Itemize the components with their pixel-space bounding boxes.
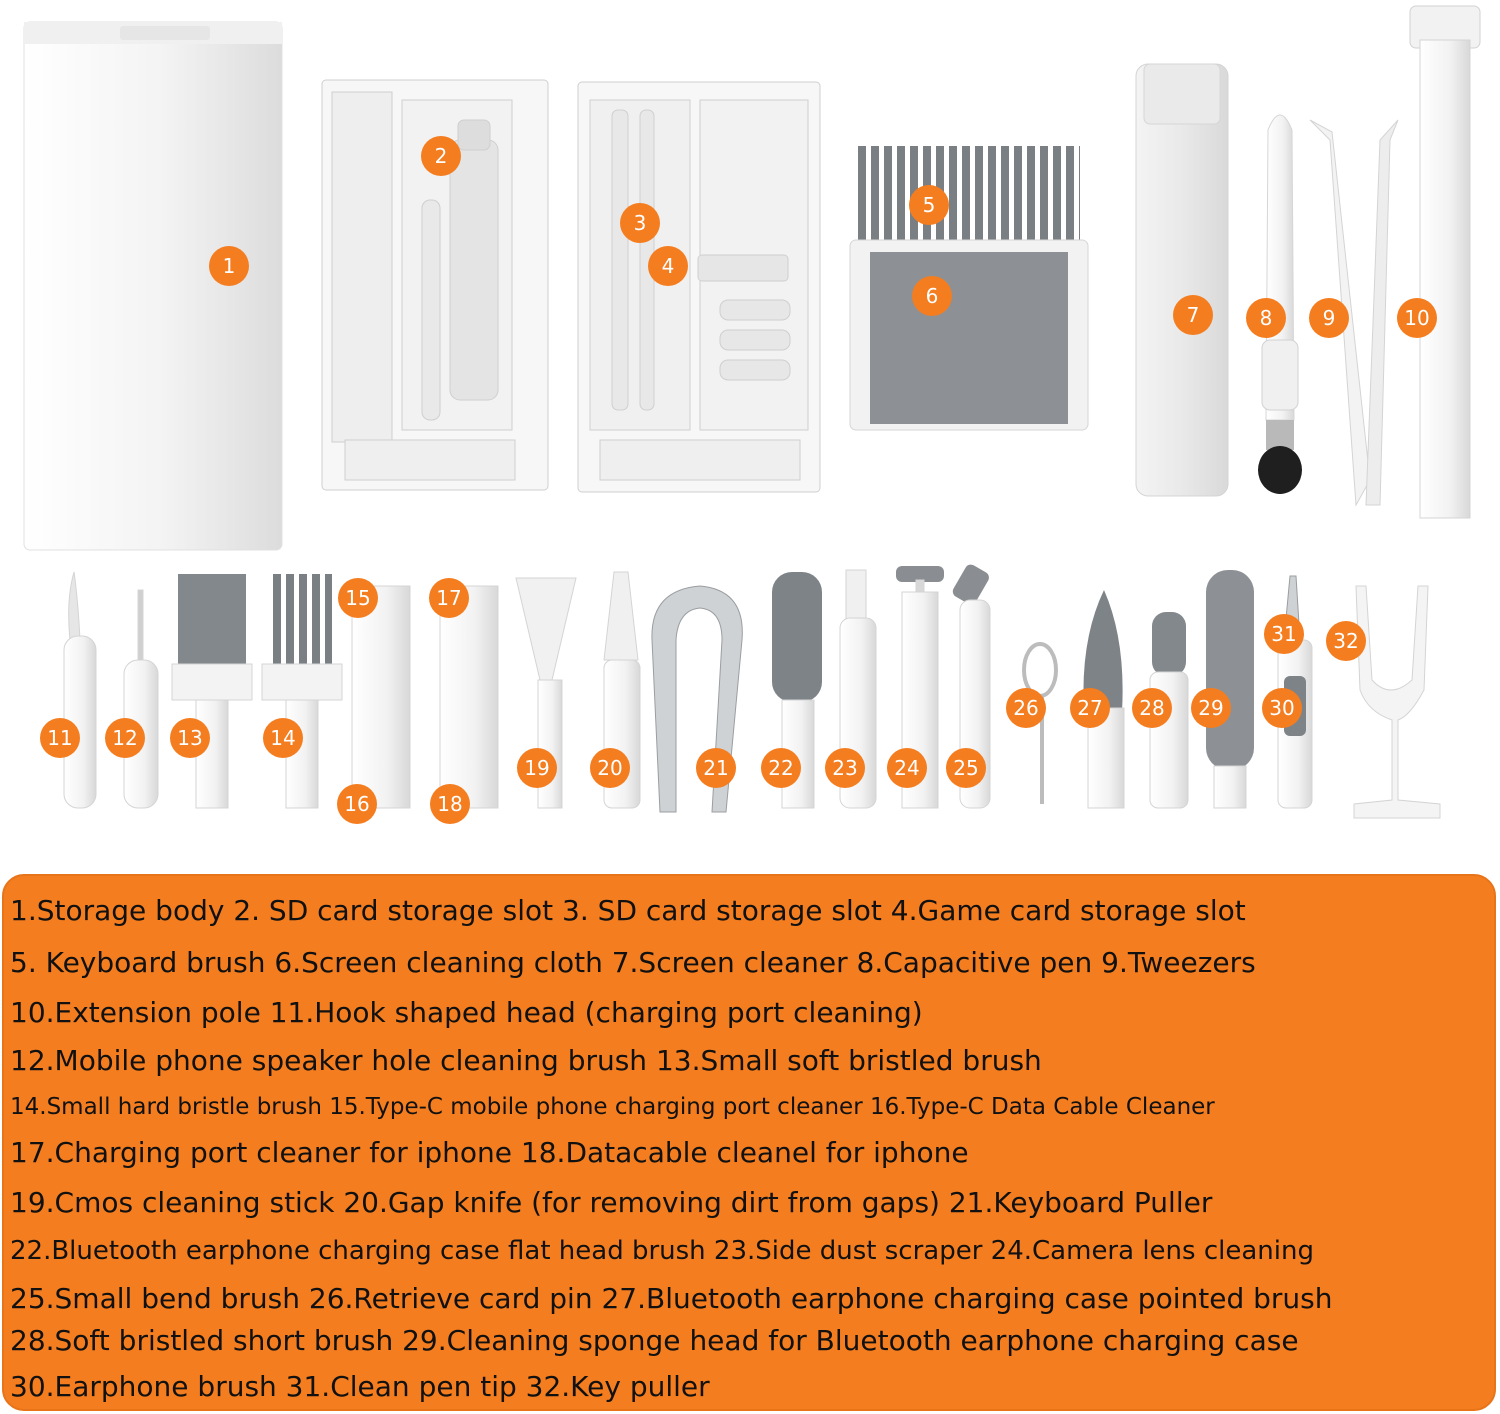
badge-3 xyxy=(620,203,660,243)
svg-text:3: 3 xyxy=(633,211,647,235)
legend-line: 1.Storage body 2. SD card storage slot 3. SD card storage slot 4.Game card storage slot xyxy=(10,894,1246,927)
badge-17 xyxy=(429,578,469,618)
svg-text:15: 15 xyxy=(345,586,371,610)
badge-28 xyxy=(1132,688,1172,728)
legend-line: 14.Small hard bristle brush 15.Type-C mobile phone charging port cleaner 16.Type-C Data Cable Cleaner xyxy=(10,1094,1215,1120)
badge-30 xyxy=(1262,688,1302,728)
svg-text:8: 8 xyxy=(1259,306,1273,330)
legend-line: 12.Mobile phone speaker hole cleaning brush 13.Small soft bristled brush xyxy=(10,1044,1042,1077)
svg-text:5: 5 xyxy=(922,193,936,217)
svg-text:21: 21 xyxy=(703,756,729,780)
svg-text:1: 1 xyxy=(222,254,236,278)
svg-text:23: 23 xyxy=(832,756,858,780)
svg-text:19: 19 xyxy=(524,756,550,780)
svg-text:14: 14 xyxy=(270,726,296,750)
open-case-right xyxy=(578,82,820,492)
badge-10 xyxy=(1397,298,1437,338)
svg-text:29: 29 xyxy=(1198,696,1224,720)
badge-16 xyxy=(337,784,377,824)
screen-cleaner-bottle xyxy=(1136,64,1228,496)
svg-text:11: 11 xyxy=(47,726,73,750)
svg-text:7: 7 xyxy=(1186,303,1200,327)
svg-text:24: 24 xyxy=(894,756,920,780)
svg-text:18: 18 xyxy=(437,792,463,816)
svg-text:10: 10 xyxy=(1404,306,1430,330)
legend-line: 25.Small bend brush 26.Retrieve card pin 27.Bluetooth earphone charging case pointed brush xyxy=(10,1282,1333,1315)
badge-21 xyxy=(696,748,736,788)
svg-text:17: 17 xyxy=(436,586,462,610)
badge-26 xyxy=(1006,688,1046,728)
badge-9 xyxy=(1309,298,1349,338)
extension-pole xyxy=(1410,6,1480,518)
small-tools-row xyxy=(64,562,1440,818)
badge-32 xyxy=(1326,621,1366,661)
svg-text:12: 12 xyxy=(112,726,138,750)
badge-15 xyxy=(338,578,378,618)
storage-body xyxy=(24,22,282,550)
badge-18 xyxy=(430,784,470,824)
svg-text:28: 28 xyxy=(1139,696,1165,720)
svg-text:20: 20 xyxy=(597,756,623,780)
svg-text:26: 26 xyxy=(1013,696,1039,720)
badge-2 xyxy=(421,136,461,176)
svg-text:16: 16 xyxy=(344,792,370,816)
legend-line: 19.Cmos cleaning stick 20.Gap knife (for removing dirt from gaps) 21.Keyboard Puller xyxy=(10,1186,1213,1219)
badge-5 xyxy=(909,185,949,225)
badge-4 xyxy=(648,246,688,286)
badge-27 xyxy=(1070,688,1110,728)
keyboard-brush xyxy=(850,146,1088,430)
svg-text:27: 27 xyxy=(1077,696,1103,720)
svg-text:25: 25 xyxy=(953,756,979,780)
badge-13 xyxy=(170,718,210,758)
legend-line: 17.Charging port cleaner for iphone 18.Datacable cleanel for iphone xyxy=(10,1136,969,1169)
svg-text:13: 13 xyxy=(177,726,203,750)
badge-20 xyxy=(590,748,630,788)
badge-22 xyxy=(761,748,801,788)
badge-24 xyxy=(887,748,927,788)
svg-text:9: 9 xyxy=(1322,306,1336,330)
badge-14 xyxy=(263,718,303,758)
badge-25 xyxy=(946,748,986,788)
svg-text:4: 4 xyxy=(661,254,675,278)
badge-6 xyxy=(912,276,952,316)
badge-31 xyxy=(1264,614,1304,654)
svg-text:22: 22 xyxy=(768,756,794,780)
badge-7 xyxy=(1173,295,1213,335)
svg-text:2: 2 xyxy=(434,144,448,168)
badge-12 xyxy=(105,718,145,758)
legend-line: 22.Bluetooth earphone charging case flat head brush 23.Side dust scraper 24.Camera lens cleaning xyxy=(10,1236,1314,1266)
legend-line: 5. Keyboard brush 6.Screen cleaning cloth 7.Screen cleaner 8.Capacitive pen 9.Tweezers xyxy=(10,946,1256,979)
svg-text:31: 31 xyxy=(1271,622,1297,646)
svg-text:6: 6 xyxy=(925,284,939,308)
legend-line: 10.Extension pole 11.Hook shaped head (charging port cleaning) xyxy=(10,996,923,1029)
legend-line: 30.Earphone brush 31.Clean pen tip 32.Key puller xyxy=(10,1370,710,1403)
svg-text:30: 30 xyxy=(1269,696,1295,720)
badge-19 xyxy=(517,748,557,788)
badge-8 xyxy=(1246,298,1286,338)
legend-line: 28.Soft bristled short brush 29.Cleaning sponge head for Bluetooth earphone charging case xyxy=(10,1324,1299,1357)
svg-text:32: 32 xyxy=(1333,629,1359,653)
badge-11 xyxy=(40,718,80,758)
badge-23 xyxy=(825,748,865,788)
badge-29 xyxy=(1191,688,1231,728)
badge-1 xyxy=(209,246,249,286)
parts-legend xyxy=(2,874,1496,1411)
